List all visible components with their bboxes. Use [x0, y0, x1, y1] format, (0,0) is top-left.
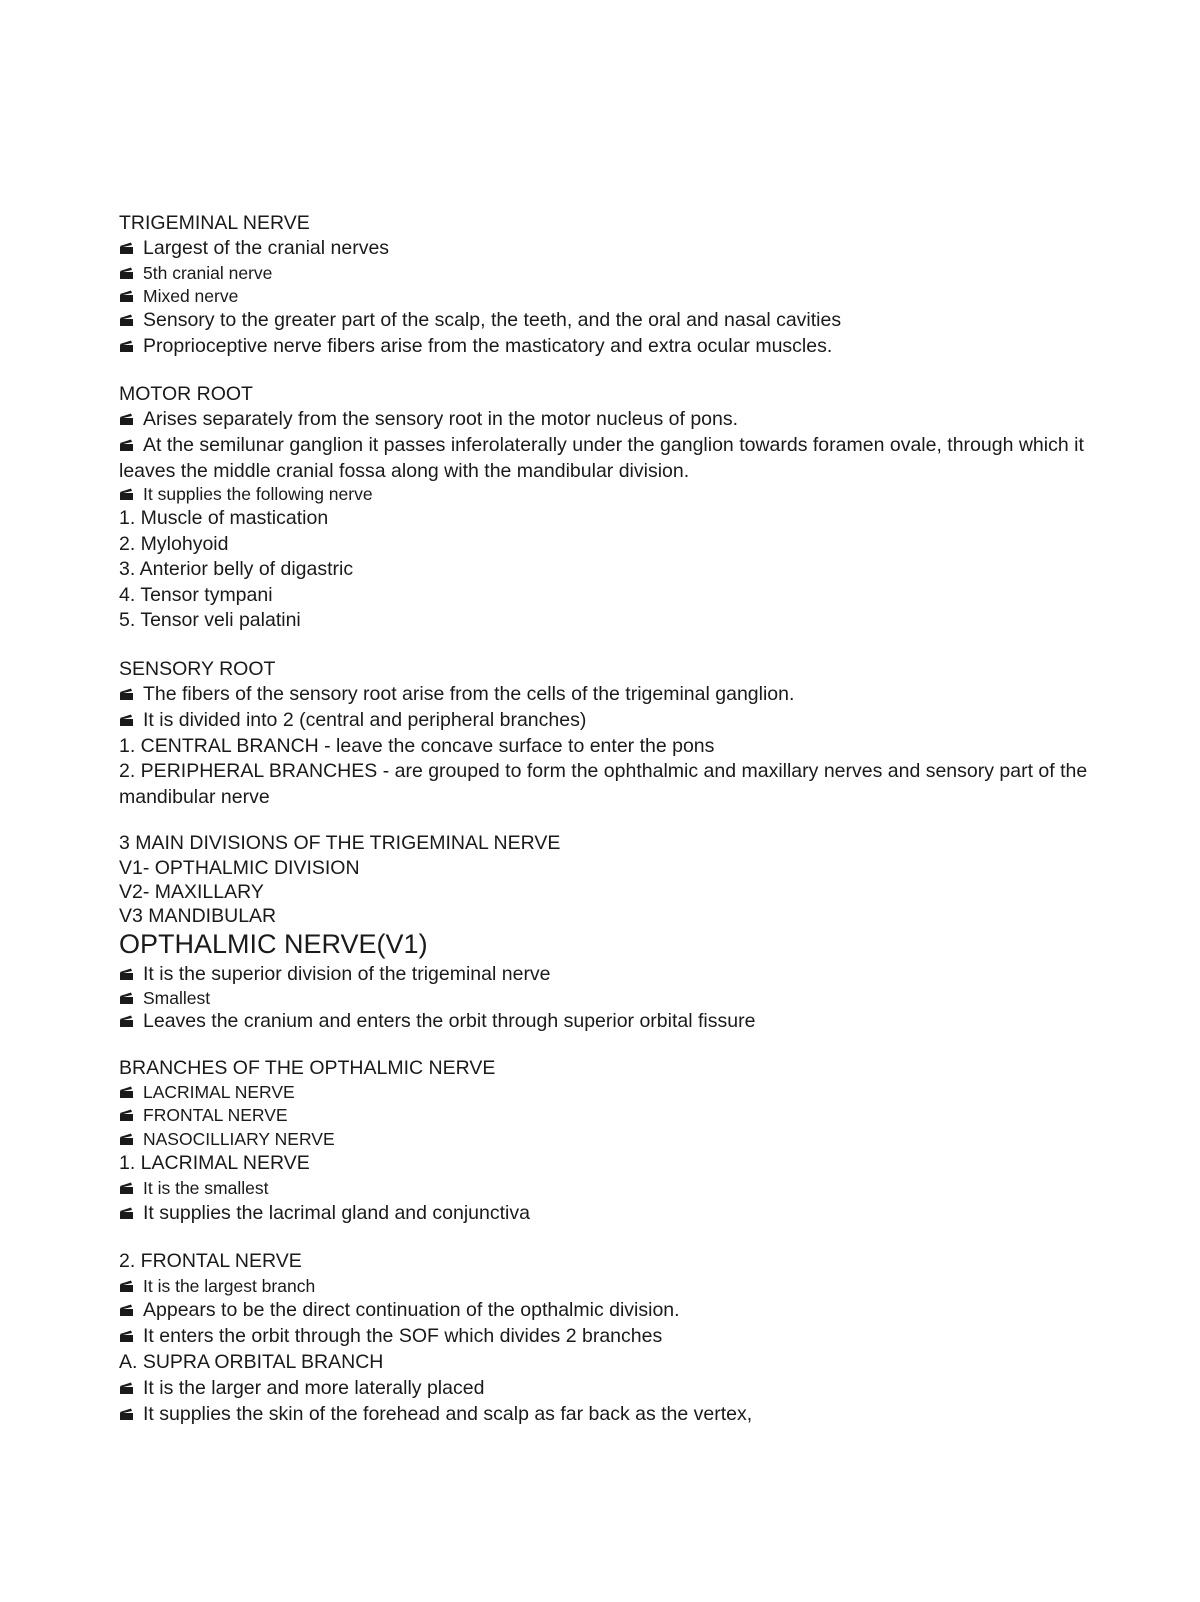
bullet-item [119, 1376, 484, 1400]
bullet-item [119, 407, 738, 431]
bullet-item [119, 708, 586, 732]
clapper-bullet-icon [119, 1324, 143, 1348]
line-text: 2. PERIPHERAL BRANCHES - are grouped to form the ophthalmic and maxillary nerves and sensory part of the mandibular nerve [119, 760, 1088, 808]
line-text: 3. Anterior belly of digastric [119, 558, 354, 580]
numbered-item [119, 557, 353, 581]
numbered-item [119, 1151, 310, 1175]
line-text: Mixed nerve [143, 286, 239, 306]
bullet-item [119, 1176, 268, 1200]
division-item [119, 904, 276, 928]
bullet-item [119, 1009, 755, 1033]
line-text: It supplies the skin of the forehead and scalp as far back as the vertex, [143, 1403, 753, 1425]
clapper-bullet-icon [119, 1176, 143, 1200]
clapper-bullet-icon [119, 261, 143, 285]
numbered-item [119, 1350, 383, 1374]
bullet-item [119, 1201, 530, 1225]
clapper-bullet-icon [119, 308, 143, 332]
line-text: At the semilunar ganglion it passes inferolaterally under the ganglion towards foramen ovale, through which it leaves the middle cranial fossa along with the mandibular division. [119, 434, 1084, 482]
bullet-item [119, 1298, 680, 1322]
heading-opthalmic-nerve [119, 928, 428, 960]
line-text: It is divided into 2 (central and peripheral branches) [143, 709, 587, 731]
line-text: The fibers of the sensory root arise from the cells of the trigeminal ganglion. [143, 683, 795, 705]
bullet-item [119, 482, 373, 506]
line-text: It is the larger and more laterally placed [143, 1377, 485, 1399]
clapper-bullet-icon [119, 1009, 143, 1033]
line-text: 1. LACRIMAL NERVE [119, 1152, 310, 1174]
line-text: FRONTAL NERVE [143, 1105, 288, 1125]
clapper-bullet-icon [119, 334, 143, 358]
line-text: 5. Tensor veli palatini [119, 609, 301, 631]
numbered-item [119, 506, 328, 530]
bullet-item [119, 236, 389, 260]
bullet-item [119, 308, 841, 332]
bullet-item [119, 432, 1129, 484]
bullet-item [119, 986, 210, 1010]
numbered-item [119, 758, 1109, 810]
line-text: MOTOR ROOT [119, 383, 253, 405]
clapper-bullet-icon [119, 1127, 143, 1151]
bullet-item [119, 962, 551, 986]
line-text: 3 MAIN DIVISIONS OF THE TRIGEMINAL NERVE [119, 832, 561, 854]
line-text: It is the smallest [143, 1178, 269, 1198]
bullet-item [119, 1402, 752, 1426]
clapper-bullet-icon [119, 1080, 143, 1104]
line-text: V3 MANDIBULAR [119, 905, 277, 927]
line-text: SENSORY ROOT [119, 658, 276, 680]
line-text: V2- MAXILLARY [119, 881, 264, 903]
bullet-item [119, 1080, 295, 1104]
division-item [119, 880, 264, 904]
line-text: It supplies the following nerve [143, 484, 373, 504]
bullet-item [119, 261, 272, 285]
line-text: Largest of the cranial nerves [143, 237, 390, 259]
line-text: Leaves the cranium and enters the orbit through superior orbital fissure [143, 1010, 756, 1032]
line-text: 1. CENTRAL BRANCH - leave the concave surface to enter the pons [119, 735, 715, 757]
numbered-item [119, 608, 301, 632]
bullet-item [119, 1127, 335, 1151]
numbered-item [119, 734, 714, 758]
numbered-item [119, 532, 228, 556]
bullet-item [119, 284, 238, 308]
bullet-item [119, 334, 832, 358]
bullet-item [119, 1103, 288, 1127]
clapper-bullet-icon [119, 236, 143, 260]
line-text: Smallest [143, 988, 211, 1008]
heading-main-divisions [119, 831, 560, 855]
line-text: 5th cranial nerve [143, 263, 273, 283]
line-text: Proprioceptive nerve fibers arise from the masticatory and extra ocular muscles. [143, 335, 833, 357]
clapper-bullet-icon [119, 708, 143, 732]
numbered-item [119, 1249, 302, 1273]
line-text: A. SUPRA ORBITAL BRANCH [119, 1351, 384, 1373]
clapper-bullet-icon [119, 986, 143, 1010]
bullet-item [119, 682, 794, 706]
line-text: It is the largest branch [143, 1276, 316, 1296]
bullet-item [119, 1274, 315, 1298]
line-text: OPTHALMIC NERVE(V1) [119, 929, 428, 959]
clapper-bullet-icon [119, 1201, 143, 1225]
line-text: BRANCHES OF THE OPTHALMIC NERVE [119, 1057, 496, 1079]
line-text: It is the superior division of the trigeminal nerve [143, 963, 551, 985]
line-text: It supplies the lacrimal gland and conjunctiva [143, 1202, 530, 1224]
clapper-bullet-icon [119, 1298, 143, 1322]
clapper-bullet-icon [119, 1103, 143, 1127]
clapper-bullet-icon [119, 682, 143, 706]
line-text: Arises separately from the sensory root in the motor nucleus of pons. [143, 408, 739, 430]
line-text: 4. Tensor tympani [119, 584, 273, 606]
clapper-bullet-icon [119, 1402, 143, 1426]
numbered-item [119, 583, 273, 607]
line-text: Sensory to the greater part of the scalp, the teeth, and the oral and nasal cavities [143, 309, 842, 331]
heading-motor-root [119, 382, 253, 406]
division-item [119, 856, 360, 880]
clapper-bullet-icon [119, 482, 143, 506]
heading-trigeminal-nerve [119, 211, 310, 235]
clapper-bullet-icon [119, 1376, 143, 1400]
bullet-item [119, 1324, 662, 1348]
heading-branches [119, 1056, 495, 1080]
line-text: 2. Mylohyoid [119, 533, 229, 555]
line-text: 2. FRONTAL NERVE [119, 1250, 302, 1272]
line-text: It enters the orbit through the SOF which divides 2 branches [143, 1325, 663, 1347]
heading-sensory-root [119, 657, 275, 681]
line-text: NASOCILLIARY NERVE [143, 1129, 335, 1149]
line-text: Appears to be the direct continuation of the opthalmic division. [143, 1299, 680, 1321]
clapper-bullet-icon [119, 1274, 143, 1298]
line-text: TRIGEMINAL NERVE [119, 212, 310, 234]
clapper-bullet-icon [119, 284, 143, 308]
line-text: 1. Muscle of mastication [119, 507, 329, 529]
clapper-bullet-icon [119, 432, 143, 458]
clapper-bullet-icon [119, 407, 143, 431]
line-text: V1- OPTHALMIC DIVISION [119, 857, 360, 879]
clapper-bullet-icon [119, 962, 143, 986]
line-text: LACRIMAL NERVE [143, 1082, 295, 1102]
